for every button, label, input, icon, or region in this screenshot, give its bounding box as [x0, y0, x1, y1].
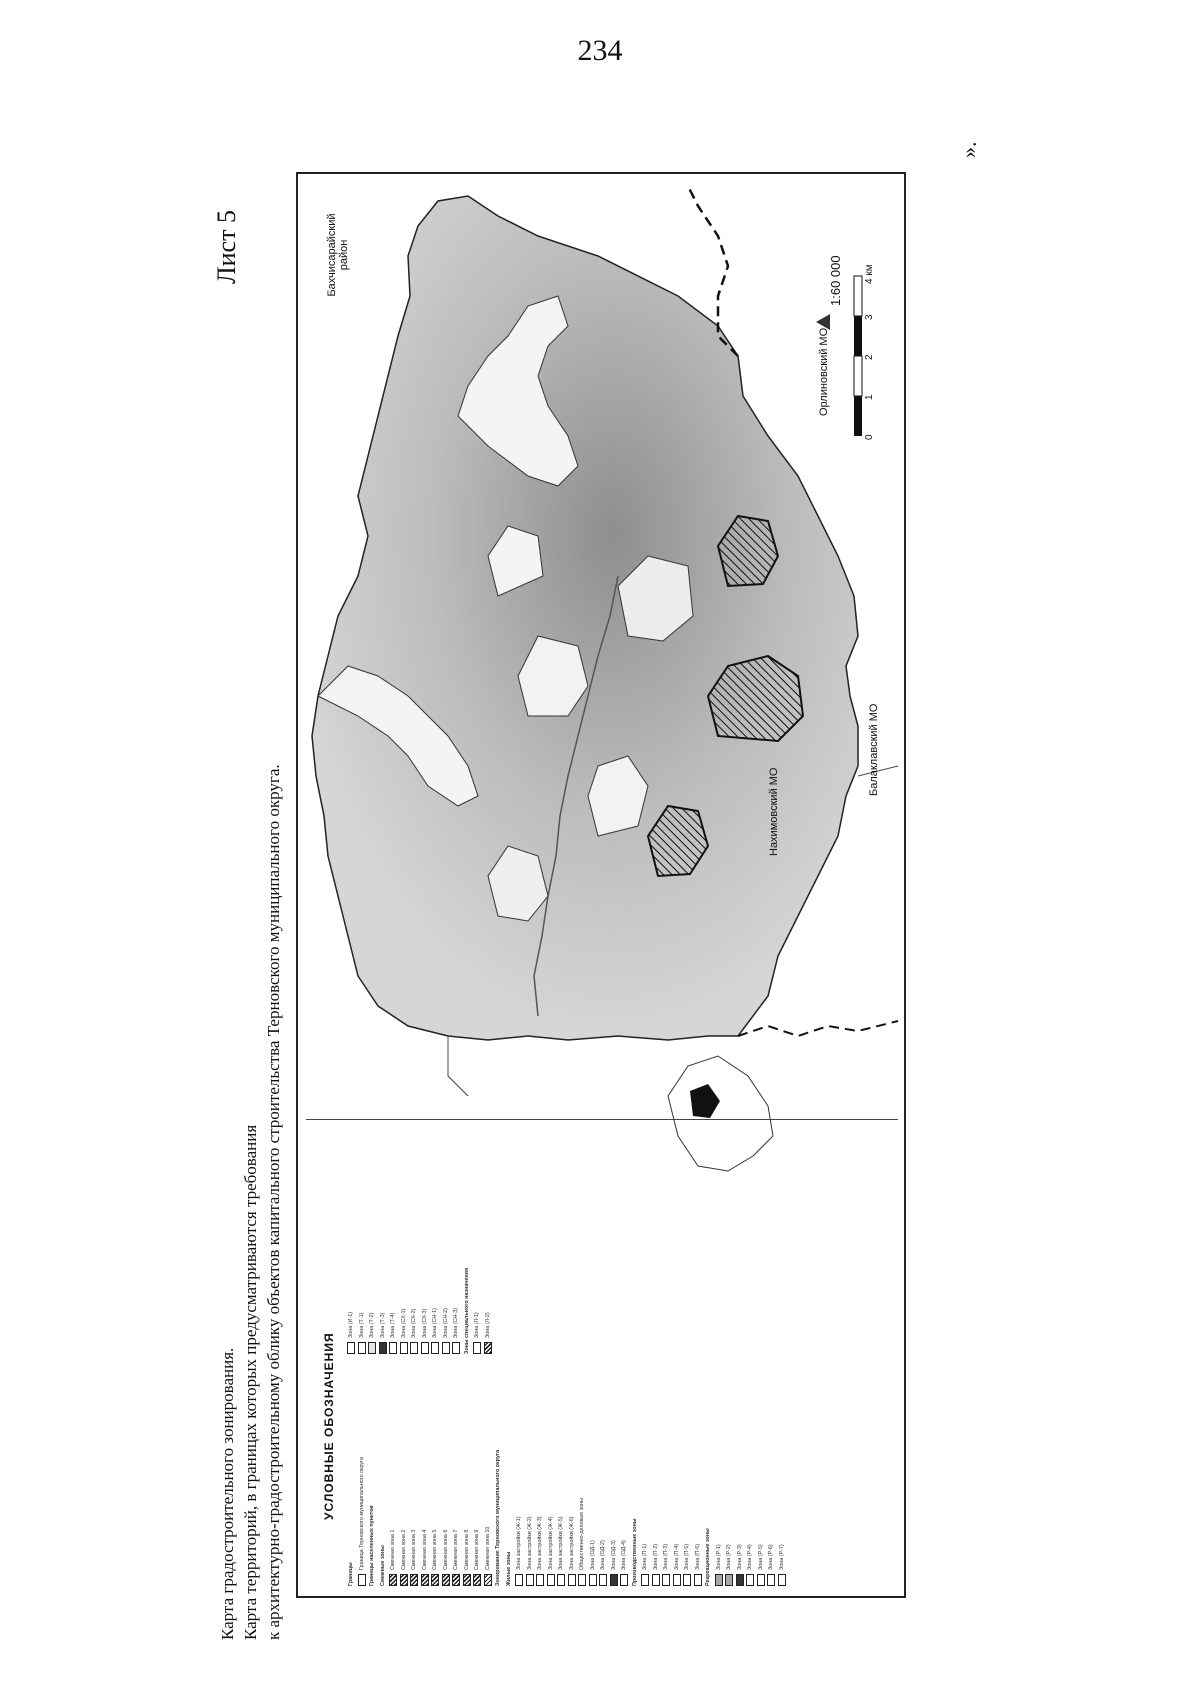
legend-swatch [767, 1574, 775, 1586]
legend-item [378, 1129, 389, 1354]
scale-tick-0: 0 [864, 434, 875, 440]
legend-swatch [400, 1342, 408, 1354]
label-orlinovsky: Орлиновский МО [818, 327, 830, 416]
legend-item-label: Зона (Т-4) [390, 1312, 397, 1338]
legend-item-label: Зона (П-4) [673, 1544, 680, 1570]
legend-item [672, 1361, 683, 1586]
legend-swatch [347, 1342, 355, 1354]
neighbor-boundary [448, 1036, 468, 1096]
legend-item-label: Зона (П-1) [642, 1544, 649, 1570]
legend-swatch [368, 1342, 376, 1354]
scale-tick-3: 3 [864, 314, 875, 320]
legend-swatch [442, 1574, 450, 1586]
legend-swatch [725, 1574, 733, 1586]
legend-item-label: Зона (СХ-1) [400, 1308, 407, 1338]
closing-quote: ». [956, 141, 981, 158]
legend-item [357, 1129, 368, 1354]
legend-item-label: Зона (И-1) [348, 1312, 355, 1338]
legend-swatch [358, 1342, 366, 1354]
legend-item [693, 1361, 704, 1586]
legend-swatch [421, 1342, 429, 1354]
legend-item [399, 1361, 410, 1586]
legend-item [409, 1129, 420, 1354]
legend-item-label: Рекреационные зоны [705, 1528, 712, 1586]
legend-item [588, 1361, 599, 1586]
legend-item [651, 1361, 662, 1586]
legend-item-label: Зона (П-6) [694, 1544, 701, 1570]
legend-swatch [379, 1342, 387, 1354]
label-balaklavsky: Балаклавский МО [868, 703, 880, 796]
legend-panel [306, 1119, 898, 1590]
legend-swatch [431, 1574, 439, 1586]
legend-swatch [652, 1574, 660, 1586]
legend-item-label: Смежная зона 3 [411, 1529, 418, 1570]
legend-item-label: Смежная зона 4 [421, 1529, 428, 1570]
legend-swatch [358, 1574, 366, 1586]
legend-item [357, 1361, 368, 1586]
legend-item [598, 1361, 609, 1586]
legend-item-label: Зонирование Терновского муниципального округа [495, 1449, 502, 1586]
legend-item [451, 1361, 462, 1586]
legend-swatch [484, 1574, 492, 1586]
scale-bar-seg-4 [854, 276, 862, 316]
legend-item [756, 1361, 767, 1586]
legend-item-label: Зона (СН-2) [442, 1308, 449, 1338]
legend-swatch [484, 1342, 492, 1354]
legend-item-label: Зона (Р-1) [715, 1544, 722, 1570]
rotated-sheet [196, 40, 1200, 1640]
legend-item [441, 1129, 452, 1354]
legend-item-label: Зона (Л-2) [484, 1312, 491, 1338]
label-nakhimovsky: Нахимовский МО [768, 767, 780, 856]
legend-swatch [578, 1574, 586, 1586]
district-boundary [738, 1021, 898, 1036]
legend-item [378, 1361, 389, 1586]
legend-item [472, 1129, 483, 1354]
legend-item-label: Зона застройки (Ж-5) [558, 1516, 565, 1570]
legend-item-label: Зона (П-5) [684, 1544, 691, 1570]
legend-item [766, 1361, 777, 1586]
legend-item [493, 1361, 504, 1586]
legend-item-label: Зона (ОД-4) [621, 1540, 628, 1570]
legend-item-label: Зона (Р-3) [736, 1544, 743, 1570]
legend-item-label: Смежная зона 5 [432, 1529, 439, 1570]
map-frame [296, 172, 906, 1598]
page-number: 234 [577, 34, 623, 67]
sheet-label: Лист 5 [212, 210, 241, 284]
legend-item [714, 1361, 725, 1586]
legend-swatch [547, 1574, 555, 1586]
legend-swatch [610, 1574, 618, 1586]
legend-item [483, 1361, 494, 1586]
legend-item [745, 1361, 756, 1586]
legend-item-label: Смежная зона 10 [484, 1526, 491, 1570]
legend-item-label: Зона (СХ-2) [411, 1308, 418, 1338]
legend-swatch [662, 1574, 670, 1586]
legend-item [777, 1361, 788, 1586]
legend-item-label: Зона (Т-3) [379, 1312, 386, 1338]
map-title-line-1: Карта градостроительного зонирования. [218, 1347, 237, 1640]
legend-item [609, 1361, 620, 1586]
legend-item [567, 1361, 578, 1586]
legend-item-label: Смежная зона 8 [463, 1529, 470, 1570]
legend-item [504, 1361, 515, 1586]
legend-item-label: Смежные зоны [379, 1545, 386, 1586]
legend-item-label: Зона (ОД-2) [600, 1540, 607, 1570]
legend-swatch [400, 1574, 408, 1586]
legend-swatch [473, 1574, 481, 1586]
legend-item-label: Зона (П-2) [652, 1544, 659, 1570]
legend-item [430, 1361, 441, 1586]
legend-swatch [473, 1342, 481, 1354]
legend-item [619, 1361, 630, 1586]
scale-ratio: 1:60 000 [828, 255, 843, 306]
legend-swatch [641, 1574, 649, 1586]
legend-item-label: Зона (ОД-3) [610, 1540, 617, 1570]
legend-swatch [442, 1342, 450, 1354]
legend-item [367, 1129, 378, 1354]
legend-item [724, 1361, 735, 1586]
legend-item-label: Зона застройки (Ж-2) [526, 1516, 533, 1570]
legend-swatch [389, 1342, 397, 1354]
legend-item [388, 1129, 399, 1354]
legend-item-label: Зона (Л-1) [474, 1312, 481, 1338]
legend-item [483, 1129, 494, 1354]
legend-item [409, 1361, 420, 1586]
legend-item-label: Зона (Р-6) [768, 1544, 775, 1570]
label-bakhchisaray: Бахчисарайский район [326, 213, 350, 297]
legend-item [462, 1129, 473, 1354]
legend-swatch [515, 1574, 523, 1586]
territory-main [312, 196, 858, 1040]
legend-item-label: Смежная зона 9 [474, 1529, 481, 1570]
legend-item-label: Общественно-деловые зоны [579, 1497, 586, 1570]
scale-bar-seg-3 [854, 316, 862, 356]
legend-swatch [757, 1574, 765, 1586]
legend-title: УСЛОВНЫЕ ОБОЗНАЧЕНИЯ [322, 1332, 336, 1520]
legend-swatch [683, 1574, 691, 1586]
legend-item [735, 1361, 746, 1586]
legend-swatch [431, 1342, 439, 1354]
legend-item [346, 1361, 357, 1586]
legend-item-label: Зона (Р-4) [747, 1544, 754, 1570]
legend-item-label: Границы населенных пунктов [369, 1505, 376, 1586]
legend-item-label: Зона (Р-2) [726, 1544, 733, 1570]
legend-item [630, 1361, 641, 1586]
legend-item [703, 1361, 714, 1586]
legend-swatch [736, 1574, 744, 1586]
legend-item [577, 1361, 588, 1586]
legend-item [430, 1129, 441, 1354]
legend-item [661, 1361, 672, 1586]
scale-tick-1: 1 [864, 394, 875, 400]
legend-swatch [568, 1574, 576, 1586]
legend-swatch [536, 1574, 544, 1586]
legend-item-label: Смежная зона 2 [400, 1529, 407, 1570]
map-title-line-3: к архитектурно-градостроительному облику объектов капитального строительства Терновского муниципального округа. [264, 764, 283, 1640]
legend-swatch [589, 1574, 597, 1586]
legend-column-1 [346, 1361, 787, 1586]
map-title-line-2: Карта территорий, в границах которых предусматриваются требования [241, 1124, 260, 1640]
legend-column-2 [346, 1129, 493, 1354]
legend-item-label: Зона застройки (Ж-1) [516, 1516, 523, 1570]
legend-item-label: Зоны специального назначения [463, 1267, 470, 1354]
legend-swatch [452, 1342, 460, 1354]
legend-item [535, 1361, 546, 1586]
legend-item-label: Зона (Р-5) [757, 1544, 764, 1570]
scale-bar-seg-1 [854, 396, 862, 436]
legend-swatch [526, 1574, 534, 1586]
legend-swatch [463, 1574, 471, 1586]
legend-item-label: Зона (ОД-1) [589, 1540, 596, 1570]
legend-item [388, 1361, 399, 1586]
legend-item-label: Зона (Т-2) [369, 1312, 376, 1338]
legend-swatch [673, 1574, 681, 1586]
legend-item [420, 1361, 431, 1586]
legend-swatch [452, 1574, 460, 1586]
legend-item-label: Зона (СХ-3) [421, 1308, 428, 1338]
legend-item [346, 1129, 357, 1354]
legend-item [399, 1129, 410, 1354]
legend-item-label: Зона застройки (Ж-4) [547, 1516, 554, 1570]
legend-swatch [778, 1574, 786, 1586]
legend-item [420, 1129, 431, 1354]
legend-item [462, 1361, 473, 1586]
legend-item-label: Границы [348, 1562, 355, 1586]
legend-item [546, 1361, 557, 1586]
legend-item [367, 1361, 378, 1586]
legend-item-label: Зона (СН-1) [432, 1308, 439, 1338]
legend-item-label: Зона застройки (Ж-6) [568, 1516, 575, 1570]
legend-item [472, 1361, 483, 1586]
legend-swatch [389, 1574, 397, 1586]
legend-swatch [421, 1574, 429, 1586]
legend-swatch [694, 1574, 702, 1586]
legend-swatch [715, 1574, 723, 1586]
legend-item [556, 1361, 567, 1586]
legend-swatch [410, 1574, 418, 1586]
legend-item [640, 1361, 651, 1586]
scale-tick-2: 2 [864, 354, 875, 360]
legend-item-label: Зона (П-3) [663, 1544, 670, 1570]
legend-item [441, 1361, 452, 1586]
legend-item-label: Смежная зона 7 [453, 1529, 460, 1570]
legend-item-label: Смежная зона 6 [442, 1529, 449, 1570]
legend-item-label: Зона (СН-3) [453, 1308, 460, 1338]
legend-swatch [557, 1574, 565, 1586]
legend-item [514, 1361, 525, 1586]
legend-swatch [410, 1342, 418, 1354]
legend-item-label: Производственные зоны [631, 1518, 638, 1586]
legend-item-label: Зона (Р-7) [778, 1544, 785, 1570]
legend-swatch [746, 1574, 754, 1586]
legend-swatch [620, 1574, 628, 1586]
legend-swatch [599, 1574, 607, 1586]
legend-item-label: Смежная зона 1 [390, 1529, 397, 1570]
legend-item [451, 1129, 462, 1354]
legend-item-label: Граница Терновского муниципального округа [358, 1457, 365, 1570]
legend-item-label: Зона (Т-1) [358, 1312, 365, 1338]
legend-item-label: Зона застройки (Ж-3) [537, 1516, 544, 1570]
legend-item [525, 1361, 536, 1586]
scale-tick-4: 4 км [864, 264, 875, 284]
legend-item-label: Жилые зоны [505, 1551, 512, 1586]
legend-item [682, 1361, 693, 1586]
scale-bar-seg-2 [854, 356, 862, 396]
